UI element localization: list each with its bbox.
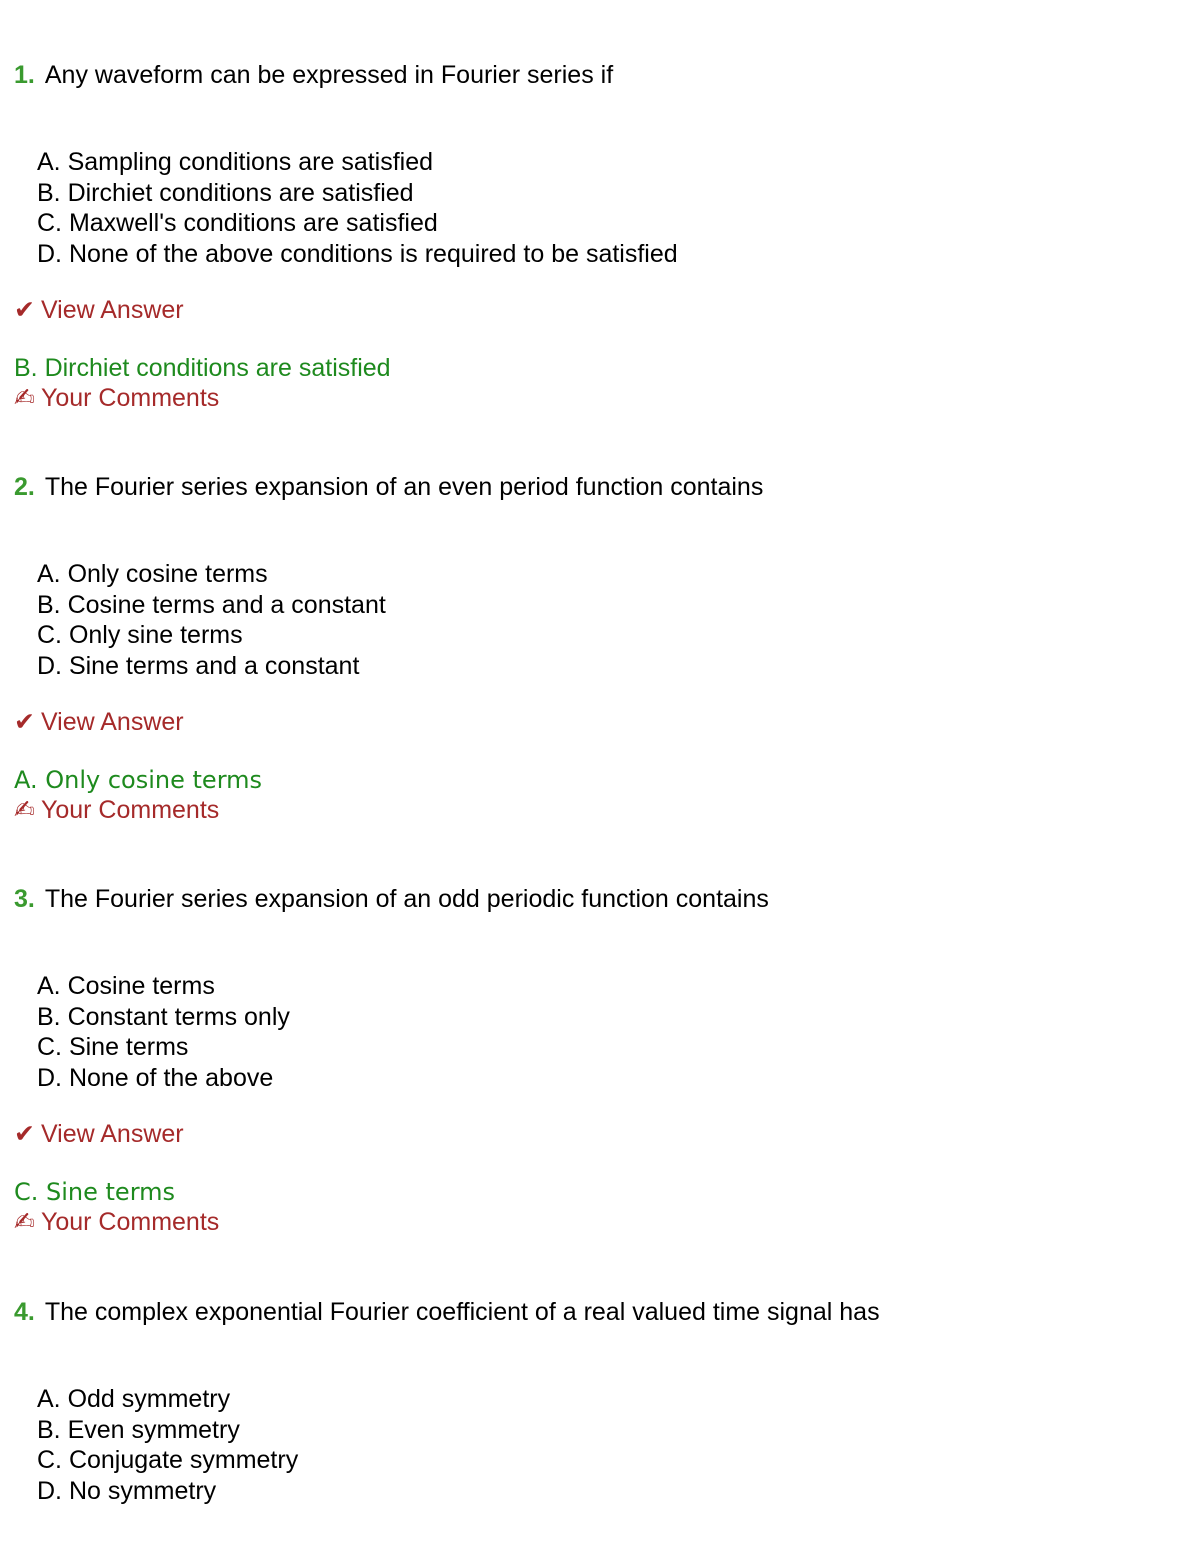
options-list [37, 971, 290, 1093]
options-list [37, 1384, 298, 1506]
your-comments-link[interactable] [14, 1207, 219, 1237]
option-a: A. Cosine terms [37, 972, 215, 1000]
option-d: D. Sine terms and a constant [37, 651, 360, 680]
question-2 [14, 472, 763, 502]
option-b: B. Constant terms only [37, 1002, 290, 1031]
question-text: The Fourier series expansion of an odd periodic function contains [44, 885, 769, 913]
your-comments-link[interactable] [14, 795, 219, 825]
question-number: 4. [14, 1298, 35, 1326]
options-list [37, 147, 678, 269]
option-b: B. Even symmetry [37, 1415, 240, 1444]
checkmark-icon: ✔ [14, 296, 35, 324]
option-c: C. Maxwell's conditions are satisfied [37, 209, 438, 237]
answer-text: C. Sine terms [14, 1178, 176, 1206]
option-a: A. Only cosine terms [37, 560, 268, 588]
your-comments-link[interactable] [14, 383, 219, 413]
view-answer-label: View Answer [40, 1120, 184, 1148]
option-c: C. Sine terms [37, 1033, 189, 1061]
answer-text: A. Only cosine terms [14, 766, 263, 794]
comments-label: Your Comments [40, 384, 220, 412]
question-number: 1. [14, 61, 35, 89]
view-answer-link[interactable] [14, 707, 184, 737]
question-1 [14, 60, 613, 90]
writing-hand-icon: ✍ [14, 796, 35, 824]
option-c: C. Only sine terms [37, 621, 243, 649]
option-a: A. Odd symmetry [37, 1385, 231, 1413]
option-d: D. No symmetry [37, 1476, 217, 1505]
option-b: B. Cosine terms and a constant [37, 590, 386, 619]
view-answer-label: View Answer [40, 296, 184, 324]
comments-label: Your Comments [40, 796, 220, 824]
option-c: C. Conjugate symmetry [37, 1446, 299, 1474]
question-number: 3. [14, 885, 35, 913]
question-4 [14, 1297, 880, 1327]
writing-hand-icon: ✍ [14, 384, 35, 412]
question-text: The Fourier series expansion of an even period function contains [44, 473, 764, 501]
view-answer-link[interactable] [14, 295, 184, 325]
view-answer-link[interactable] [14, 1119, 184, 1149]
checkmark-icon: ✔ [14, 1120, 35, 1148]
writing-hand-icon: ✍ [14, 1208, 35, 1236]
comments-label: Your Comments [40, 1208, 220, 1236]
checkmark-icon: ✔ [14, 708, 35, 736]
options-list [37, 559, 386, 681]
option-d: D. None of the above [37, 1063, 274, 1092]
question-text: The complex exponential Fourier coefficient of a real valued time signal has [44, 1298, 880, 1326]
option-a: A. Sampling conditions are satisfied [37, 148, 434, 176]
option-d: D. None of the above conditions is required to be satisfied [37, 239, 678, 268]
answer-text: B. Dirchiet conditions are satisfied [14, 354, 391, 382]
option-b: B. Dirchiet conditions are satisfied [37, 178, 414, 207]
question-text: Any waveform can be expressed in Fourier series if [44, 61, 614, 89]
question-3 [14, 884, 769, 914]
view-answer-label: View Answer [40, 708, 184, 736]
question-number: 2. [14, 473, 35, 501]
